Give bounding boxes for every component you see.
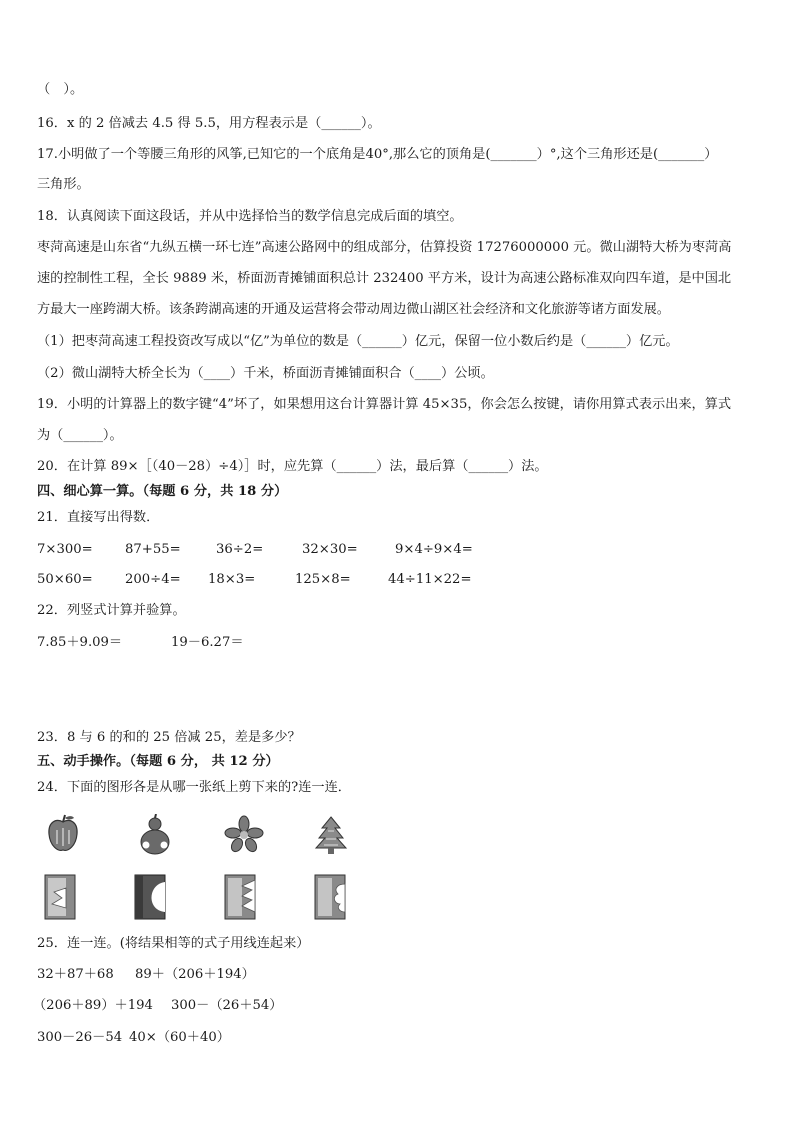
calc-item: 200÷4=	[125, 572, 181, 587]
calc-item: 7×300=	[37, 542, 93, 557]
calc-item: 125×8=	[295, 572, 351, 587]
folded-paper-3-icon	[224, 874, 256, 920]
folded-paper-2-icon	[134, 874, 166, 920]
question-21: 21．直接写出得数．	[37, 510, 160, 525]
calc-item: 18×3=	[208, 572, 256, 587]
question-18: 18．认真阅读下面这段话，并从中选择恰当的数学信息完成后面的填空。	[37, 209, 463, 224]
vertical-calc-item: 19－6.27＝	[171, 635, 244, 650]
calc-item: 36÷2=	[216, 542, 264, 557]
gourd-shape-icon	[138, 814, 172, 856]
link-expression-left: 300－26－54	[37, 1030, 123, 1045]
calc-item: 87+55=	[125, 542, 181, 557]
question-25: 25．连一连。(将结果相等的式子用线连起来）	[37, 936, 310, 951]
question-20: 20．在计算 89×［（40－28）÷4）］时，应先算（______）法，最后算（______）法。	[37, 459, 548, 474]
section-5-heading: 五、动手操作。（每题 6 分， 共 12 分）	[37, 754, 279, 769]
question-17-line-1: 17.小明做了一个等腰三角形的风筝,已知它的一个底角是40°,那么它的顶角是(_______）°,这个三角形还是(_______）	[37, 147, 718, 162]
apple-shape-icon	[46, 814, 80, 854]
line-0: （ ）。	[37, 82, 84, 97]
vertical-calc-item: 7.85＋9.09＝	[37, 635, 123, 650]
section-4-heading: 四、细心算一算。（每题 6 分，共 18 分）	[37, 484, 288, 499]
link-expression-left: （206＋89）＋194	[33, 998, 153, 1013]
subquestion-1: （1）把枣菏高速工程投资改写成以“亿”为单位的数是（______）亿元，保留一位小数后约是（______）亿元。	[37, 334, 679, 349]
question-24: 24．下面的图形各是从哪一张纸上剪下来的?连一连．	[37, 780, 351, 795]
calc-item: 9×4÷9×4=	[395, 542, 473, 557]
calc-item: 50×60=	[37, 572, 93, 587]
link-expression-right: 300－（26＋54）	[171, 998, 283, 1013]
question-19-line-1: 19．小明的计算器上的数字键“4”坏了，如果想用这台计算器计算 45×35，你会怎么按键，请你用算式表示出来，算式	[37, 397, 732, 412]
tree-shape-icon	[313, 815, 349, 855]
calc-item: 32×30=	[302, 542, 358, 557]
calc-item: 44÷11×22=	[388, 572, 472, 587]
question-17-line-2: 三角形。	[37, 177, 90, 192]
link-expression-right: 40×（60＋40）	[129, 1030, 230, 1045]
folded-paper-1-icon	[44, 874, 76, 920]
subquestion-2: （2）微山湖特大桥全长为（____）千米，桥面沥青摊铺面积合（____）公顷。	[37, 366, 494, 381]
passage-line-1: 枣菏高速是山东省“九纵五横一环七连”高速公路网中的组成部分，估算投资 17276000000 元。微山湖特大桥为枣菏高	[37, 240, 732, 255]
passage-line-2: 速的控制性工程，全长 9889 米，桥面沥青摊铺面积总计 232400 平方米，设计为高速公路标准双向四车道，是中国北	[37, 271, 732, 286]
question-22: 22．列竖式计算并验算。	[37, 603, 186, 618]
link-expression-left: 32＋87＋68	[37, 967, 114, 982]
flower-shape-icon	[224, 815, 264, 853]
folded-paper-4-icon	[314, 874, 346, 920]
question-16: 16．x 的 2 倍减去 4.5 得 5.5，用方程表示是（______）。	[37, 116, 381, 131]
question-23: 23．8 与 6 的和的 25 倍减 25，差是多少？	[37, 730, 301, 745]
passage-line-3: 方最大一座跨湖大桥。该条跨湖高速的开通及运营将会带动周边微山湖区社会经济和文化旅游等诸方面发展。	[37, 302, 670, 317]
link-expression-right: 89＋（206＋194）	[135, 967, 255, 982]
question-19-line-2: 为（______）。	[37, 428, 123, 443]
